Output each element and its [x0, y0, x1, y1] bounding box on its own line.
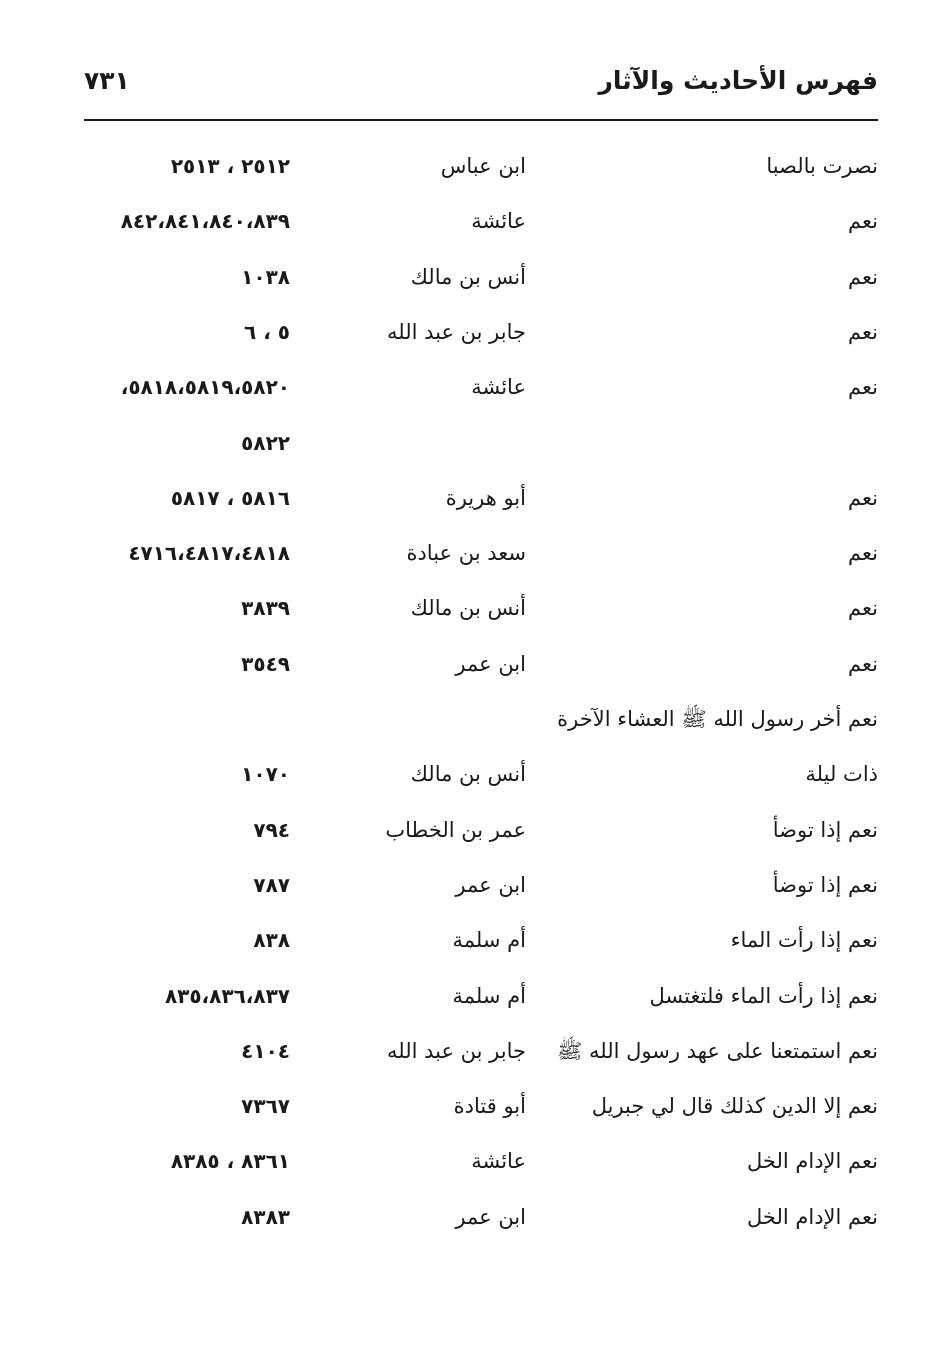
narrator: سعد بن عبادة	[406, 541, 526, 565]
hadith-numbers: ٣٨٣٩	[241, 596, 290, 620]
index-entry	[0, 926, 932, 966]
hadith-text: نعم	[848, 209, 878, 233]
hadith-numbers: ١٠٣٨	[241, 265, 290, 289]
hadith-numbers: ١٠٧٠	[241, 762, 290, 786]
hadith-numbers: ٧٩٤	[253, 818, 290, 842]
index-entry	[0, 539, 932, 579]
hadith-text: نعم استمتعنا على عهد رسول الله ﷺ	[557, 1039, 878, 1063]
index-entry	[0, 152, 932, 192]
hadith-numbers: ٤١٠٤	[241, 1039, 290, 1063]
hadith-numbers: ٥٨٢٢	[241, 431, 290, 455]
hadith-text: نعم	[848, 596, 878, 620]
narrator: ابن عمر	[455, 873, 526, 897]
hadith-numbers: ٥٨١٦ ، ٥٨١٧	[170, 486, 290, 510]
narrator: أنس بن مالك	[410, 265, 526, 289]
hadith-text: نصرت بالصبا	[766, 154, 878, 178]
hadith-numbers: ٨٤٢،٨٤١،٨٤٠،٨٣٩	[120, 209, 290, 233]
index-entry	[0, 207, 932, 247]
hadith-text: نعم	[848, 320, 878, 344]
narrator: ابن عمر	[455, 1205, 526, 1229]
hadith-text: نعم إلا الدين كذلك قال لي جبريل	[591, 1094, 878, 1118]
narrator: عائشة	[471, 1149, 526, 1173]
index-entry	[0, 429, 932, 469]
hadith-text: نعم إذا رأت الماء	[730, 928, 878, 952]
hadith-text: نعم إذا توضأ	[772, 873, 878, 897]
hadith-text: نعم الإدام الخل	[747, 1205, 878, 1229]
index-entry	[0, 650, 932, 690]
hadith-numbers: ٨٣٦١ ، ٨٣٨٥	[170, 1149, 290, 1173]
page-number: ٧٣١	[84, 66, 130, 95]
narrator: ابن عمر	[455, 652, 526, 676]
hadith-numbers: ٨٣٥،٨٣٦،٨٣٧	[164, 984, 290, 1008]
narrator: أم سلمة	[452, 928, 526, 952]
narrator: أنس بن مالك	[410, 762, 526, 786]
narrator: أم سلمة	[452, 984, 526, 1008]
narrator: جابر بن عبد الله	[386, 1039, 526, 1063]
hadith-numbers: ٥٨١٨،٥٨١٩،٥٨٢٠،	[120, 375, 290, 399]
hadith-text: نعم أخر رسول الله ﷺ العشاء الآخرة	[557, 707, 878, 731]
narrator: أبو هريرة	[445, 486, 526, 510]
index-entry	[0, 705, 932, 745]
narrator: عائشة	[471, 375, 526, 399]
index-entry	[0, 871, 932, 911]
index-entry	[0, 982, 932, 1022]
index-entry	[0, 1037, 932, 1077]
narrator: أنس بن مالك	[410, 596, 526, 620]
index-entry	[0, 816, 932, 856]
hadith-numbers: ٣٥٤٩	[241, 652, 290, 676]
hadith-text: نعم إذا توضأ	[772, 818, 878, 842]
narrator: أبو قتادة	[453, 1094, 526, 1118]
index-entry	[0, 1092, 932, 1132]
hadith-text: نعم	[848, 652, 878, 676]
narrator: عمر بن الخطاب	[385, 818, 526, 842]
hadith-text: نعم	[848, 541, 878, 565]
index-entry	[0, 594, 932, 634]
hadith-numbers: ٨٣٨	[253, 928, 290, 952]
index-entry	[0, 484, 932, 524]
index-entry	[0, 1147, 932, 1187]
hadith-text: نعم	[848, 486, 878, 510]
index-entry	[0, 760, 932, 800]
header-divider	[84, 119, 878, 121]
narrator: ابن عباس	[440, 154, 526, 178]
hadith-text: نعم إذا رأت الماء فلتغتسل	[649, 984, 878, 1008]
narrator: عائشة	[471, 209, 526, 233]
index-entry	[0, 318, 932, 358]
hadith-numbers: ٨٣٨٣	[241, 1205, 290, 1229]
hadith-numbers: ٥ ، ٦	[244, 320, 290, 344]
page-title: فهرس الأحاديث والآثار	[598, 66, 878, 95]
hadith-numbers: ٢٥١٢ ، ٢٥١٣	[170, 154, 290, 178]
hadith-text: نعم	[848, 375, 878, 399]
index-entry	[0, 373, 932, 413]
hadith-numbers: ٧٣٦٧	[241, 1094, 290, 1118]
narrator: جابر بن عبد الله	[386, 320, 526, 344]
hadith-text: نعم الإدام الخل	[747, 1149, 878, 1173]
index-entry	[0, 263, 932, 303]
hadith-text: ذات ليلة	[805, 762, 878, 786]
hadith-numbers: ٤٧١٦،٤٨١٧،٤٨١٨	[128, 541, 290, 565]
hadith-text: نعم	[848, 265, 878, 289]
index-entry	[0, 1203, 932, 1243]
hadith-numbers: ٧٨٧	[253, 873, 290, 897]
